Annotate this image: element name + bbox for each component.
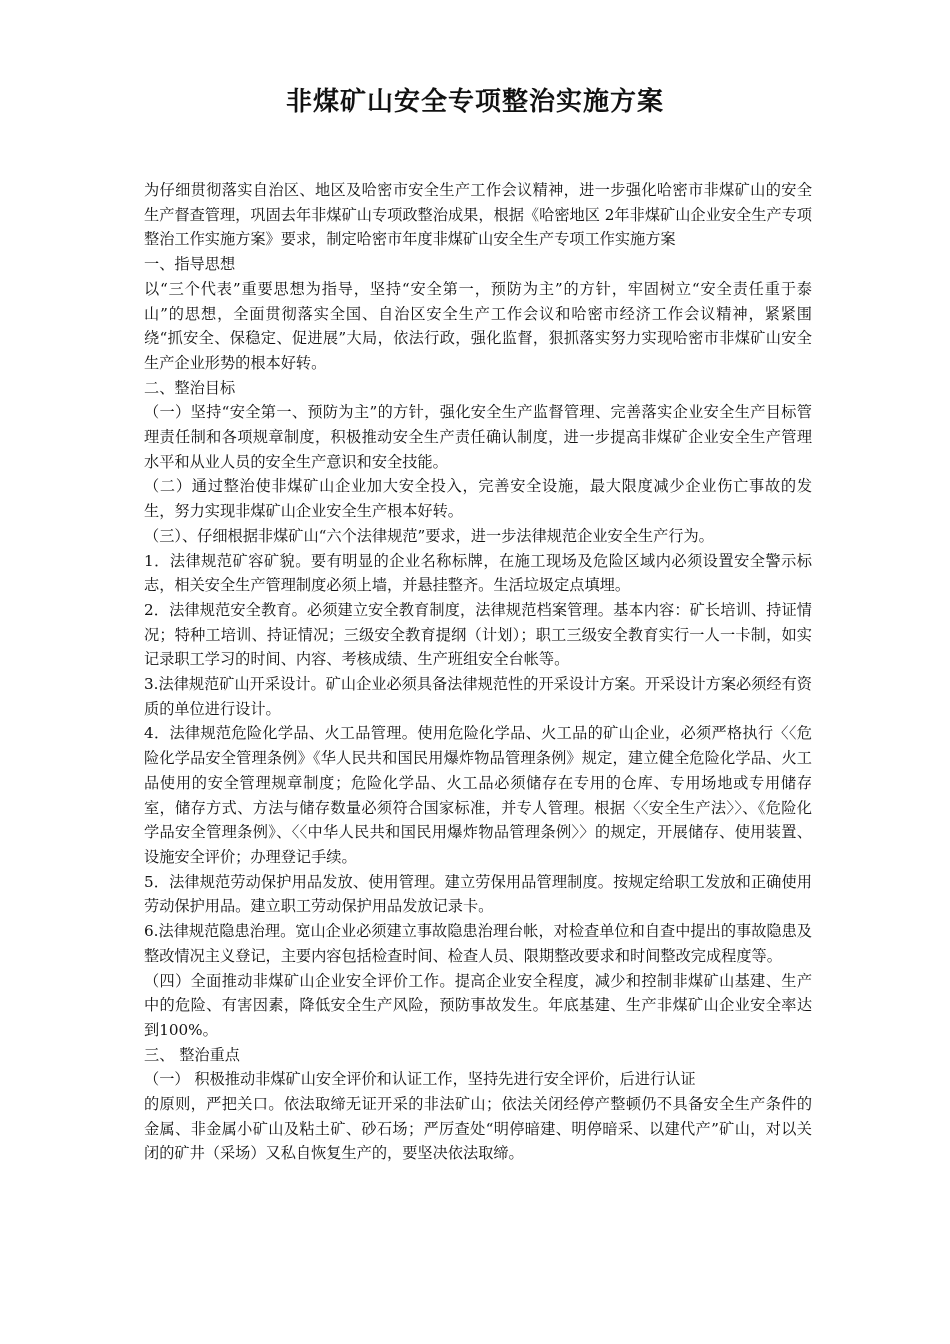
intro-paragraph: 为仔细贯彻落实自治区、地区及哈密市安全生产工作会议精神，进一步强化哈密市非煤矿山的安全生产督查管理，巩固去年非煤矿山专项政整治成果，根据《哈密地区 2年非煤矿山企业安全生产专项整治工作实施方案》要求，制定哈密市年度非煤矿山安全生产专项工作实施方案	[144, 181, 812, 249]
body-paragraph: （一）坚持“安全第一、预防为主”的方针，强化安全生产监督管理、完善落实企业安全生产目标管理责任制和各项规章制度，积极推动安全生产责任确认制度，进一步提高非煤矿企业安全生产管理水平和从业人员的安全生产意识和安全技能。	[144, 403, 812, 471]
list-item: 2．法律规范安全教育。必须建立安全教育制度，法律规范档案管理。基本内容：矿长培训、持证情况；特种工培训、持证情况；三级安全教育提纲（计划）；职工三级安全教育实行一人一卡制，如实记录职工学习的时间、内容、考核成绩、生产班组安全台帐等。	[144, 600, 812, 669]
list-item: 1．法律规范矿容矿貌。要有明显的企业名称标牌，在施工现场及危险区域内必须设置安全警示标志，相关安全生产管理制度必须上墙，并悬挂整齐。生活垃圾定点填埋。	[144, 551, 812, 595]
list-item: 5．法律规范劳动保护用品发放、使用管理。建立劳保用品管理制度。按规定给职工发放和正确使用劳动保护用品。建立职工劳动保护用品发放记录卡。	[144, 872, 812, 916]
section-heading: 一、指导思想	[144, 255, 236, 274]
document-title: 非煤矿山安全专项整治实施方案	[285, 87, 664, 117]
body-paragraph: （二）通过整治使非煤矿山企业加大安全投入，完善安全设施，最大限度减少企业伤亡事故的发生，努力实现非煤矿山企业安全生产根本好转。	[144, 477, 812, 521]
section-heading: 三、 整治重点	[144, 1045, 240, 1064]
body-paragraph: 的原则，严把关口。依法取缔无证开采的非法矿山；依法关闭经停产整顿仍不具备安全生产条件的金属、非金属小矿山及粘土矿、砂石场；严厉查处“明停暗建、明停暗采、以建代产”矿山，对以关闭的矿井（采场）又私自恢复生产的，要坚决依法取缔。	[144, 1095, 812, 1163]
list-item: 3.法律规范矿山开采设计。矿山企业必须具备法律规范性的开采设计方案。开采设计方案必须经有资质的单位进行设计。	[144, 675, 812, 718]
body-paragraph: 以“三个代表”重要思想为指导，坚持“安全第一，预防为主”的方针，牢固树立“安全责任重于泰山”的思想，全面贯彻落实全国、自治区安全生产工作会议和哈密市经济工作会议精神，紧紧围绕“抓安全、保稳定、促进展”大局，依法行政，强化监督，狠抓落实努力实现哈密市非煤矿山安全生产企业形势的根本好转。	[144, 279, 812, 372]
document-body	[144, 178, 812, 1166]
body-paragraph: （四）全面推动非煤矿山企业安全评价工作。提高企业安全程度，减少和控制非煤矿山基建、生产中的危险、有害因素，降低安全生产风险，预防事故发生。年底基建、生产非煤矿山企业安全率达到100%。	[144, 971, 812, 1039]
body-paragraph: （三）、仔细根据非煤矿山“六个法律规范”要求，进一步法律规范企业安全生产行为。	[144, 526, 714, 545]
section-heading: 二、整治目标	[144, 378, 236, 397]
list-item: 6.法律规范隐患治理。宽山企业必须建立事故隐患治理台帐，对检查单位和自查中提出的事故隐患及整改情况主义登记，主要内容包括检查时间、检查人员、限期整改要求和时间整改完成程度等。	[144, 922, 812, 965]
list-item: 4．法律规范危险化学品、火工品管理。使用危险化学品、火工品的矿山企业，必须严格执行〈〈危险化学品安全管理条例》《华人民共和国民用爆炸物品管理条例》规定，建立健全危险化学品、火工品使用的安全管理规章制度；危险化学品、火工品必须储存在专用的仓库、专用场地或专用储存室，储存方式、方法与储存数量必须符合国家标准，并专人管理。根据〈〈安全生产法〉〉、《危险化学品安全管理条例》、〈〈中华人民共和国民用爆炸物品管理条例〉〉的规定，开展储存、使用装置、设施安全评价；办理登记手续。	[144, 724, 812, 866]
body-paragraph: （一） 积极推动非煤矿山安全评价和认证工作，坚持先进行安全评价，后进行认证	[144, 1070, 696, 1089]
